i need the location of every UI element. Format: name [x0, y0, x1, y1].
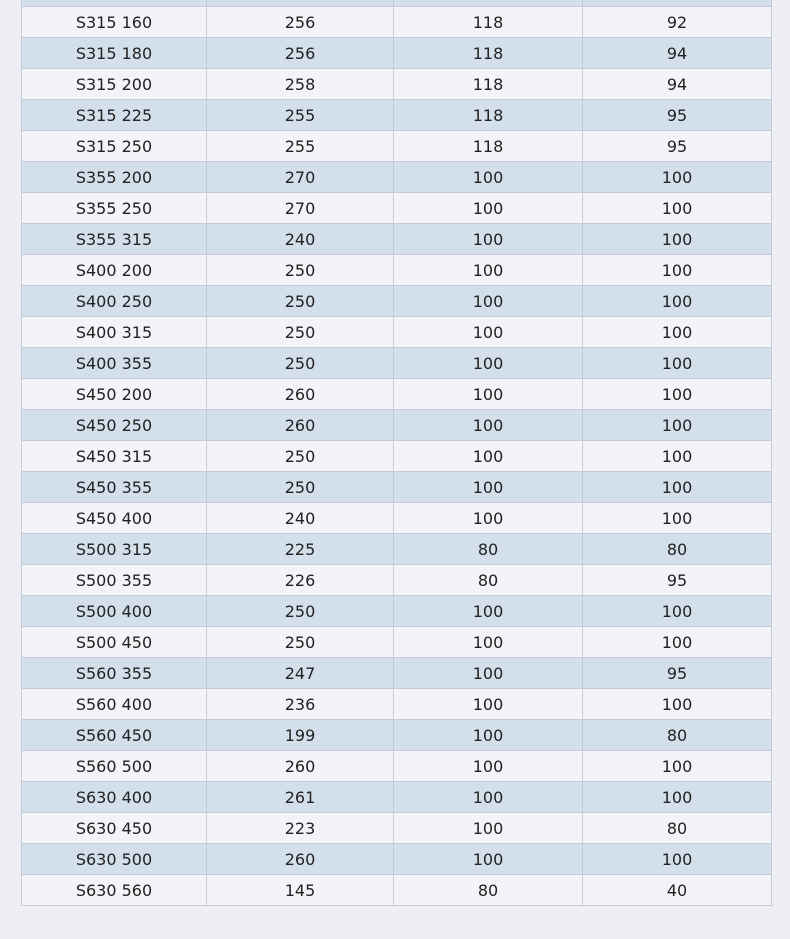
table-cell: S560 450 [22, 720, 207, 751]
table-cell: S500 315 [22, 534, 207, 565]
table-row [22, 441, 772, 472]
table-row [22, 410, 772, 441]
table-cell: 255 [207, 131, 394, 162]
table-cell: 100 [583, 503, 772, 534]
table-row [22, 534, 772, 565]
table-row [22, 193, 772, 224]
table-cell: 100 [394, 441, 583, 472]
table-row [22, 751, 772, 782]
table-cell: 118 [394, 69, 583, 100]
table-row [22, 565, 772, 596]
table-cell: 100 [394, 193, 583, 224]
table-cell: S400 200 [22, 255, 207, 286]
table-cell: 100 [583, 472, 772, 503]
table-cell: 100 [583, 844, 772, 875]
table-row [22, 69, 772, 100]
table-cell: 100 [394, 627, 583, 658]
table-cell: 223 [207, 813, 394, 844]
table-cell: 80 [583, 534, 772, 565]
table-cell: S315 250 [22, 131, 207, 162]
table-cell: S560 500 [22, 751, 207, 782]
table-cell: S560 355 [22, 658, 207, 689]
table-cell: 199 [207, 720, 394, 751]
table-cell: S355 315 [22, 224, 207, 255]
table-cell: 80 [583, 813, 772, 844]
table-cell: 118 [394, 100, 583, 131]
table-row [22, 596, 772, 627]
table-cell: 100 [394, 844, 583, 875]
table-cell: S500 355 [22, 565, 207, 596]
table-cell: 100 [394, 472, 583, 503]
table-cell: 100 [583, 596, 772, 627]
table-cell: 100 [394, 596, 583, 627]
table-cell: S450 355 [22, 472, 207, 503]
table-cell: 100 [394, 224, 583, 255]
table-row [22, 379, 772, 410]
table-cell: 94 [583, 69, 772, 100]
table-cell: 100 [583, 751, 772, 782]
table-cell: S315 180 [22, 38, 207, 69]
data-table [21, 0, 772, 906]
table-cell: 145 [207, 875, 394, 906]
table-cell: S630 500 [22, 844, 207, 875]
table-cell: 250 [207, 441, 394, 472]
table-cell: 260 [207, 410, 394, 441]
table-cell: 100 [583, 689, 772, 720]
table-cell: 100 [394, 348, 583, 379]
table-cell: 270 [207, 193, 394, 224]
table-cell: S400 315 [22, 317, 207, 348]
table-cell: 250 [207, 627, 394, 658]
table-row [22, 782, 772, 813]
table-cell: S315 200 [22, 69, 207, 100]
table-cell: S315 225 [22, 100, 207, 131]
table-row [22, 162, 772, 193]
table-row [22, 472, 772, 503]
table-cell: 261 [207, 782, 394, 813]
table-cell: 236 [207, 689, 394, 720]
table-cell: 100 [394, 162, 583, 193]
table-cell: S355 200 [22, 162, 207, 193]
table-cell: 100 [394, 720, 583, 751]
table-cell: 100 [583, 224, 772, 255]
table-cell: 226 [207, 565, 394, 596]
table-row [22, 131, 772, 162]
table-cell: 260 [207, 844, 394, 875]
table-cell: 100 [394, 286, 583, 317]
table-cell: 118 [394, 7, 583, 38]
table-row [22, 658, 772, 689]
table-cell: 240 [207, 503, 394, 534]
table-cell: 100 [394, 503, 583, 534]
table-cell: 80 [394, 875, 583, 906]
table-row [22, 255, 772, 286]
table-cell: 100 [394, 813, 583, 844]
table-cell: S630 400 [22, 782, 207, 813]
table-cell: S450 250 [22, 410, 207, 441]
table-cell: 118 [394, 38, 583, 69]
table-cell: 95 [583, 658, 772, 689]
table-row [22, 286, 772, 317]
table-row [22, 720, 772, 751]
table-cell: 260 [207, 379, 394, 410]
table-cell: S450 315 [22, 441, 207, 472]
table-cell: 100 [583, 782, 772, 813]
table-cell: 256 [207, 7, 394, 38]
table-cell: 95 [583, 131, 772, 162]
table-row [22, 503, 772, 534]
table-cell: S560 400 [22, 689, 207, 720]
table-cell: S450 200 [22, 379, 207, 410]
table-cell: S630 560 [22, 875, 207, 906]
table-cell: 250 [207, 472, 394, 503]
table-cell: S355 250 [22, 193, 207, 224]
table-body [22, 0, 772, 906]
table-cell: 100 [583, 255, 772, 286]
table-cell: S500 400 [22, 596, 207, 627]
table-cell: 255 [207, 100, 394, 131]
table-row [22, 38, 772, 69]
table-cell: 100 [394, 751, 583, 782]
table-cell: S450 400 [22, 503, 207, 534]
table-cell: S630 450 [22, 813, 207, 844]
table-cell: 240 [207, 224, 394, 255]
table-cell: 270 [207, 162, 394, 193]
table-cell: 100 [394, 410, 583, 441]
table-row [22, 813, 772, 844]
table-cell: 95 [583, 565, 772, 596]
table-cell: 100 [583, 627, 772, 658]
table-cell: 250 [207, 286, 394, 317]
table-cell: 225 [207, 534, 394, 565]
table-cell: 118 [394, 131, 583, 162]
table-row [22, 317, 772, 348]
table-row [22, 844, 772, 875]
table-cell: 100 [583, 286, 772, 317]
table-cell: 100 [394, 658, 583, 689]
table-cell: 80 [394, 565, 583, 596]
table-cell: 80 [394, 534, 583, 565]
table-cell: 40 [583, 875, 772, 906]
table-cell: 247 [207, 658, 394, 689]
table-cell: 100 [583, 410, 772, 441]
table-cell: 100 [583, 193, 772, 224]
table-cell: 100 [394, 689, 583, 720]
table-cell: 100 [583, 162, 772, 193]
table-cell: 258 [207, 69, 394, 100]
table-cell: 250 [207, 596, 394, 627]
table-row [22, 627, 772, 658]
table-row [22, 689, 772, 720]
table-cell: 100 [394, 317, 583, 348]
table-cell: 100 [583, 317, 772, 348]
table-row [22, 7, 772, 38]
table-cell: 100 [583, 379, 772, 410]
table-row [22, 100, 772, 131]
table-cell: 100 [394, 255, 583, 286]
table-cell: 250 [207, 348, 394, 379]
table-cell: 256 [207, 38, 394, 69]
table-cell: S400 250 [22, 286, 207, 317]
table-cell: 100 [583, 348, 772, 379]
table-cell: 92 [583, 7, 772, 38]
table-cell: 250 [207, 255, 394, 286]
table-cell: 100 [394, 379, 583, 410]
table-cell: 100 [583, 441, 772, 472]
table-cell: 250 [207, 317, 394, 348]
table-cell: 260 [207, 751, 394, 782]
table-row [22, 224, 772, 255]
table-cell: S500 450 [22, 627, 207, 658]
table-cell: S400 355 [22, 348, 207, 379]
table-cell: S315 160 [22, 7, 207, 38]
table-cell: 95 [583, 100, 772, 131]
table-row [22, 875, 772, 906]
table-cell: 100 [394, 782, 583, 813]
data-table-container [21, 0, 771, 906]
table-cell: 80 [583, 720, 772, 751]
table-cell: 94 [583, 38, 772, 69]
table-row [22, 348, 772, 379]
